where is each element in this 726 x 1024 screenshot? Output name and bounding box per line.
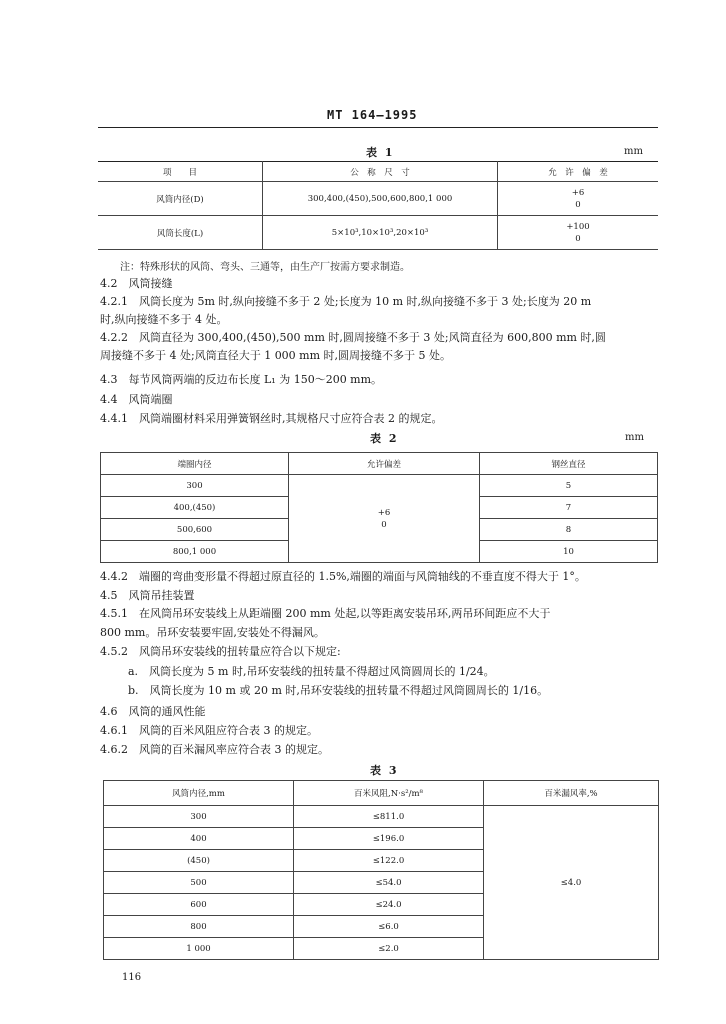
table1-header-size: 公 称 尺 寸: [263, 162, 498, 182]
table1-header-row: [98, 162, 658, 182]
table1-cell-item: 风筒内径(D): [98, 182, 263, 216]
table1-cell-size: 5×10³,10×10³,20×10³: [263, 216, 498, 250]
table1-cell-size: 300,400,(450),500,600,800,1 000: [263, 182, 498, 216]
table3-cell-resistance: ≤54.0: [294, 872, 484, 894]
clause-4-2-2-cont: 周接缝不多于 4 处;风筒直径大于 1 000 mm 时,圆周接缝不多于 5 处。: [100, 349, 452, 362]
table-row: [98, 216, 658, 250]
table3-caption: 表 3: [370, 764, 399, 777]
table2-cell-wire: 5: [480, 475, 658, 497]
table1-header-item: 项 目: [98, 162, 263, 182]
clause-4-5-2-a: a. 风筒长度为 5 m 时,吊环安装线的扭转量不得超过风筒圆周长的 1/24。: [128, 665, 495, 678]
section-4-6-heading: 4.6 风筒的通风性能: [100, 705, 206, 718]
clause-4-2-1: 4.2.1 风筒长度为 5m 时,纵向接缝不多于 2 处;长度为 10 m 时,纵向接缝不多于 3 处;长度为 20 m: [100, 295, 592, 308]
table2-cell-wire: 8: [480, 519, 658, 541]
clause-4-4-1: 4.4.1 风筒端圈材料采用弹簧钢丝时,其规格尺寸应符合表 2 的规定。: [100, 412, 443, 425]
table2-header-row: [101, 453, 658, 475]
clause-4-6-2: 4.6.2 风筒的百米漏风率应符合表 3 的规定。: [100, 743, 329, 756]
clause-4-3: 4.3 每节风筒两端的反边布长度 L₁ 为 150～200 mm。: [100, 373, 383, 386]
table-row: [101, 475, 658, 497]
table3-cell-resistance: ≤6.0: [294, 916, 484, 938]
clause-4-6-1: 4.6.1 风筒的百米风阻应符合表 3 的规定。: [100, 724, 318, 737]
table3-header-leakage: 百米漏风率,%: [484, 781, 659, 806]
table1-caption: 表 1: [366, 146, 395, 159]
clause-4-2-2: 4.2.2 风筒直径为 300,400,(450),500 mm 时,圆周接缝不多于 3 处;风筒直径为 600,800 mm 时,圆: [100, 331, 606, 344]
table-row: [104, 806, 659, 828]
table3-cell-diameter: 300: [104, 806, 294, 828]
table1-header-tolerance: 允 许 偏 差: [498, 162, 659, 182]
tolerance-lower: 0: [381, 519, 387, 530]
table3: [103, 780, 659, 960]
table2-cell-diameter: 500,600: [101, 519, 289, 541]
table3-cell-diameter: 600: [104, 894, 294, 916]
table2-cell-tolerance: [289, 475, 480, 563]
clause-4-4-2: 4.4.2 端圈的弯曲变形量不得超过原直径的 1.5%,端圈的端面与风筒轴线的不垂直度不得大于 1°。: [100, 570, 586, 583]
table2-cell-diameter: 300: [101, 475, 289, 497]
clause-4-5-1-cont: 800 mm。吊环安装要牢固,安装处不得漏风。: [100, 626, 325, 639]
table2-unit: mm: [625, 432, 644, 443]
tolerance-upper: +100: [566, 221, 590, 232]
table3-cell-leakage: ≤4.0: [484, 806, 659, 960]
table3-header-diameter: 风筒内径,mm: [104, 781, 294, 806]
table2-caption: 表 2: [370, 432, 399, 445]
tolerance-upper: +6: [377, 507, 391, 518]
table2-cell-wire: 7: [480, 497, 658, 519]
table2-header-wire: 钢丝直径: [480, 453, 658, 475]
table1-note: 注：特殊形状的风筒、弯头、三通等，由生产厂按需方要求制造。: [120, 262, 410, 273]
table3-cell-diameter: (450): [104, 850, 294, 872]
tolerance-lower: 0: [575, 199, 581, 210]
clause-4-5-1: 4.5.1 在风筒吊环安装线上从距端圈 200 mm 处起,以等距离安装吊环,两吊环间距应不大于: [100, 607, 551, 620]
table1-cell-tolerance: [498, 182, 659, 216]
table3-cell-diameter: 400: [104, 828, 294, 850]
table3-cell-resistance: ≤2.0: [294, 938, 484, 960]
table2-header-diameter: 端圈内径: [101, 453, 289, 475]
standard-code: MT 164—1995: [327, 108, 418, 122]
table3-header-resistance: 百米风阻,N·s²/m⁸: [294, 781, 484, 806]
header-rule: [98, 127, 658, 128]
table3-cell-diameter: 800: [104, 916, 294, 938]
tolerance-lower: 0: [575, 233, 581, 244]
table2-cell-diameter: 800,1 000: [101, 541, 289, 563]
table2-cell-wire: 10: [480, 541, 658, 563]
table3-cell-resistance: ≤811.0: [294, 806, 484, 828]
table3-cell-resistance: ≤122.0: [294, 850, 484, 872]
table3-cell-resistance: ≤24.0: [294, 894, 484, 916]
section-4-5-heading: 4.5 风筒吊挂装置: [100, 589, 195, 602]
table3-cell-resistance: ≤196.0: [294, 828, 484, 850]
table1-cell-tolerance: [498, 216, 659, 250]
table3-cell-diameter: 1 000: [104, 938, 294, 960]
section-4-4-heading: 4.4 风筒端圈: [100, 393, 173, 406]
section-4-2-heading: 4.2 风筒接缝: [100, 277, 173, 290]
clause-4-2-1-cont: 时,纵向接缝不多于 4 处。: [100, 313, 228, 326]
table3-header-row: [104, 781, 659, 806]
clause-4-5-2-b: b. 风筒长度为 10 m 或 20 m 时,吊环安装线的扭转量不得超过风筒圆周长的 1/16。: [128, 684, 549, 697]
tolerance-upper: +6: [571, 187, 585, 198]
table-row: [98, 182, 658, 216]
table2-header-tolerance: 允许偏差: [289, 453, 480, 475]
table3-cell-diameter: 500: [104, 872, 294, 894]
table1-unit: mm: [624, 146, 643, 157]
page-number: 116: [122, 972, 142, 983]
table1-cell-item: 风筒长度(L): [98, 216, 263, 250]
table2: [100, 452, 658, 563]
table2-cell-diameter: 400,(450): [101, 497, 289, 519]
table1: [98, 161, 658, 250]
clause-4-5-2: 4.5.2 风筒吊环安装线的扭转量应符合以下规定:: [100, 645, 341, 658]
